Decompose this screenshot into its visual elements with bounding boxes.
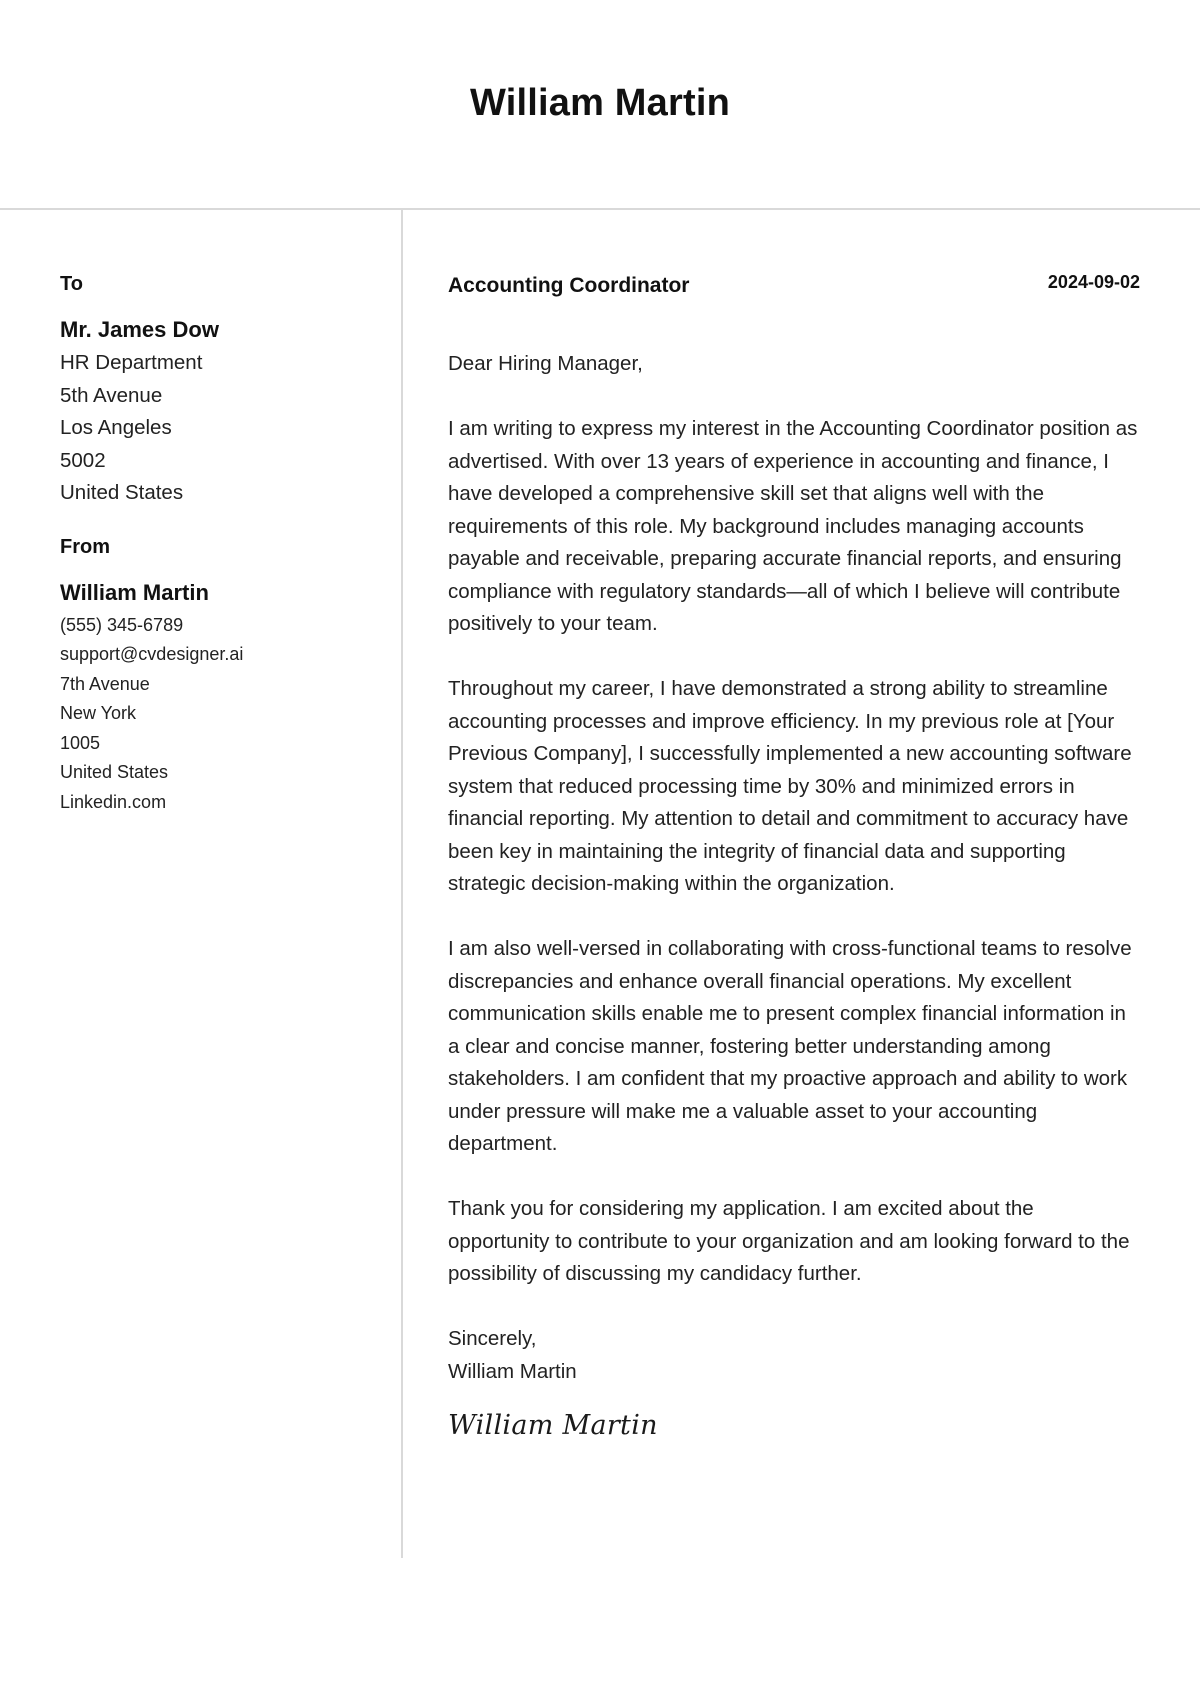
recipient-city: Los Angeles — [60, 416, 172, 439]
letter-paragraph: I am also well-versed in collaborating with cross-functional teams to resolve discrepancies and enhance overall financial operations. My excellent communication skills enable me to present complex financial information in a clear and concise manner, fostering better understanding among stakeholders. I am confident that my proactive approach and ability to work under pressure will make me a valuable asset to your accounting department. — [448, 937, 1132, 1155]
letter-paragraph: Throughout my career, I have demonstrated a strong ability to streamline accounting processes and improve efficiency. In my previous role at [Your Previous Company], I successfully implemented a new accounting software system that reduced processing time by 30% and minimized errors in financial reporting. My attention to detail and commitment to accuracy have been key in maintaining the integrity of financial data and supporting strategic decision-making within the organization. — [448, 677, 1132, 895]
sender-linkedin: Linkedin.com — [60, 791, 167, 812]
page-header — [0, 0, 1200, 210]
recipient-country: United States — [60, 481, 184, 504]
recipient-street: 5th Avenue — [60, 383, 163, 407]
sender-contact — [60, 611, 380, 818]
recipient-postcode: 5002 — [60, 448, 106, 472]
recipient-name: Mr. James Dow — [60, 317, 219, 342]
contact-sidebar — [60, 271, 380, 817]
applicant-name-title: William Martin — [469, 82, 731, 124]
letter-paragraph: Thank you for considering my application. I am excited about the opportunity to contribute to your organization and am looking forward to the possibility of discussing my candidacy further. — [448, 1197, 1130, 1285]
letter-body — [448, 270, 1140, 1441]
sender-city: New York — [60, 703, 137, 723]
letter-heading-row — [448, 270, 1140, 310]
closing-name: William Martin — [448, 1359, 577, 1383]
letter-text — [448, 348, 1140, 1388]
sender-heading: From — [60, 535, 110, 558]
recipient-department: HR Department — [60, 351, 203, 374]
sender-postcode: 1005 — [60, 732, 101, 753]
recipient-heading: To — [60, 273, 83, 295]
sender-country: United States — [60, 762, 169, 782]
sender-email: support@cvdesigner.ai — [60, 644, 244, 664]
sender-phone: (555) 345-6789 — [60, 614, 184, 635]
sender-name: William Martin — [60, 579, 209, 605]
job-title: Accounting Coordinator — [448, 274, 690, 297]
column-divider — [401, 210, 403, 1558]
handwritten-signature: William Martin — [448, 1410, 658, 1441]
letter-date: 2024-09-02 — [1047, 272, 1140, 292]
recipient-address — [60, 347, 380, 510]
closing: Sincerely, — [448, 1327, 537, 1350]
sender-street: 7th Avenue — [60, 673, 150, 694]
salutation: Dear Hiring Manager, — [448, 352, 643, 375]
letter-paragraph: I am writing to express my interest in the Accounting Coordinator position as advertised. With over 13 years of experience in accounting and finance, I have developed a comprehensive skill set that aligns well with the requirements of this role. My background includes managing accounts payable and receivable, preparing accurate financial reports, and ensuring compliance with regulatory standards—all of which I believe will contribute positively to your team. — [448, 417, 1138, 635]
